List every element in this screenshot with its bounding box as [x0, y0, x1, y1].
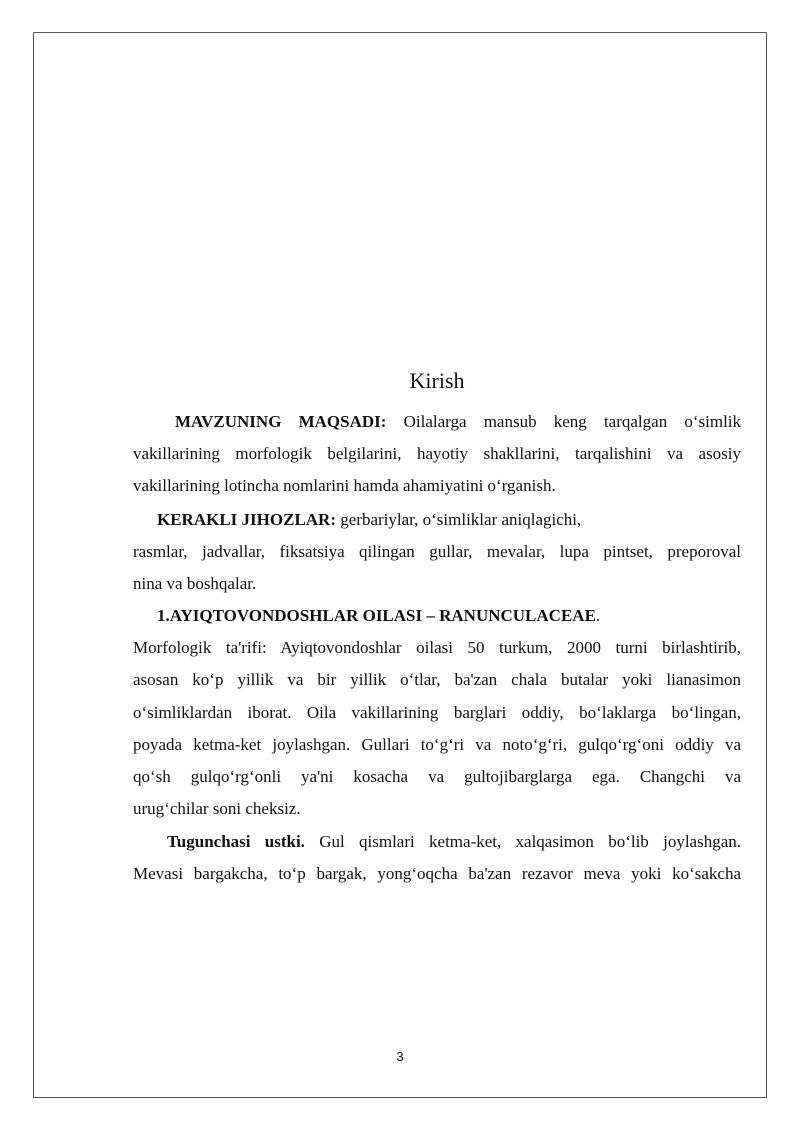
para2-line2: rasmlar, jadvallar, fiksatsiya qilingan gullar, mevalar, lupa pintset, preporoval — [133, 542, 741, 561]
page-border — [33, 32, 767, 1098]
para3-line6: urug‘chilar soni cheksiz. — [133, 799, 301, 818]
para2-line3: nina va boshqalar. — [133, 574, 257, 593]
para2-label: KERAKLI JIHOZLAR: — [157, 510, 336, 529]
para4-text1: Gul qismlari ketma-ket, xalqasimon bo‘lib joylashgan. — [319, 832, 742, 851]
para3-line5: qo‘sh gulqo‘rg‘onli ya'ni kosacha va gultojibarglarga ega. Changchi va — [133, 767, 741, 786]
para3-line2: asosan ko‘p yillik va bir yillik o‘tlar, ba'zan chala butalar yoki lianasimon — [133, 670, 741, 689]
section-heading-text: 1.AYIQTOVONDOSHLAR OILASI – RANUNCULACEAE — [157, 606, 596, 625]
para2-text1: gerbariylar, o‘simliklar aniqlagichi, — [340, 510, 582, 529]
para3-line4: poyada ketma-ket joylashgan. Gullari to‘g‘ri va noto‘g‘ri, gulqo‘rg‘oni oddiy va — [133, 735, 741, 754]
para1-text1: Oilalarga mansub keng tarqalgan o‘simlik — [403, 412, 742, 431]
para4-label: Tugunchasi ustki. — [167, 832, 305, 851]
page-title: Kirish — [409, 368, 465, 393]
para1-line2: vakillarining morfologik belgilarini, hayotiy shakllarini, tarqalishini va asosiy — [133, 444, 741, 463]
para4-line2: Mevasi bargakcha, to‘p bargak, yong‘oqcha ba'zan rezavor meva yoki ko‘sakcha — [133, 864, 741, 883]
para2-line1 — [133, 508, 741, 532]
page-number: 3 — [396, 1049, 404, 1064]
section-heading — [133, 604, 741, 628]
section-heading-period: . — [595, 606, 601, 625]
para1-line3: vakillarining lotincha nomlarini hamda ahamiyatini o‘rganish. — [133, 476, 556, 495]
para3-line3: o‘simliklardan iborat. Oila vakillarining barglari oddiy, bo‘laklarga bo‘lingan, — [133, 703, 741, 722]
para3-line1: Morfologik ta'rifi: Ayiqtovondoshlar oilasi 50 turkum, 2000 turni birlashtirib, — [133, 638, 741, 657]
para4-line1 — [133, 830, 741, 854]
para1-line1 — [133, 410, 741, 434]
para1-label: MAVZUNING MAQSADI: — [175, 412, 387, 431]
